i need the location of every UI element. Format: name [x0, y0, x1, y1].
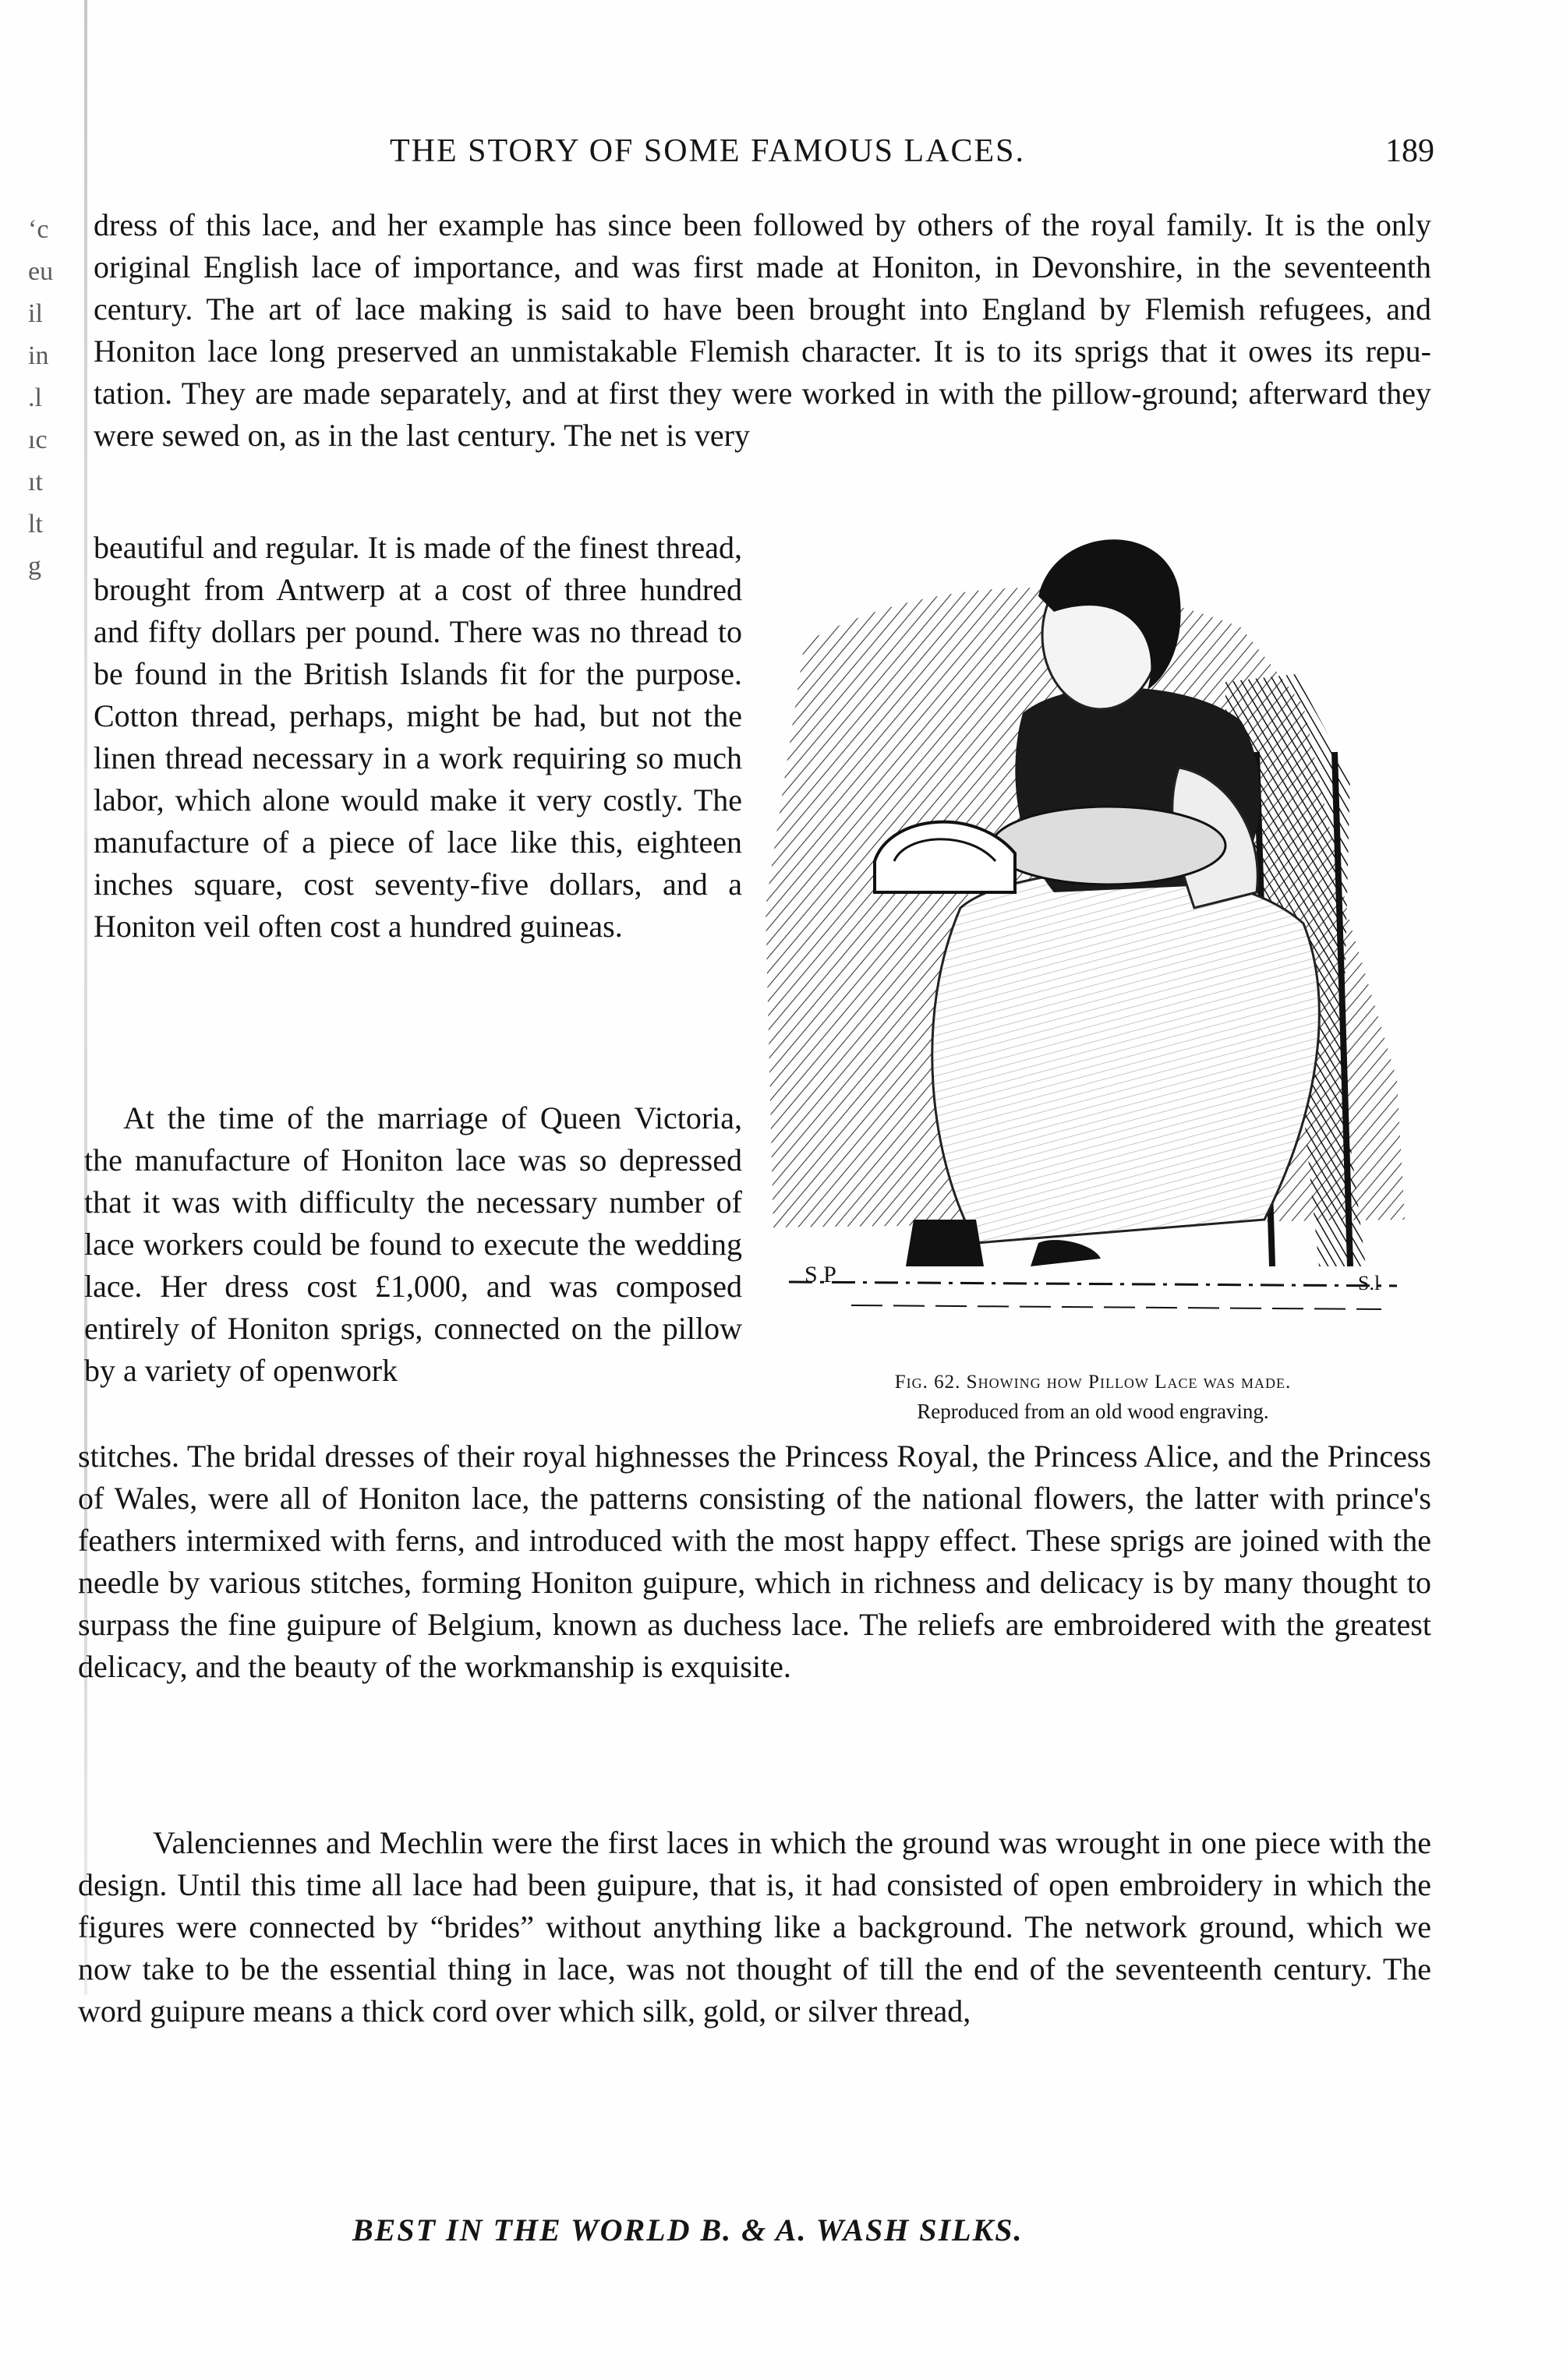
- advertisement-footer: BEST IN THE WORLD B. & A. WASH SILKS.: [352, 2212, 1024, 2248]
- caption-title: Fig. 62. Showing how Pillow Lace was made.: [894, 1372, 1292, 1393]
- margin-fragments: [28, 209, 83, 588]
- margin-fragment: .l: [28, 383, 42, 412]
- engraving-label-right: S.l: [1358, 1272, 1381, 1294]
- paragraph-2-column: At the time of the marriage of Queen Victoria, the manufacture of Honiton lace was so depressed that it was with difficulty the necessary number of lace workers could be found to execute the wedding lace. Her dress cost £1,000, and was composed entirely of Honiton sprigs, connected on the pillow by a variety of openwork: [84, 1100, 742, 1388]
- pillow-lace-engraving: [758, 518, 1436, 1368]
- foot-stool: [906, 1220, 984, 1266]
- shoe: [1031, 1240, 1101, 1266]
- page-number: 189: [1385, 133, 1434, 169]
- running-header: [390, 132, 1434, 179]
- margin-fragment: ʻc: [28, 215, 49, 244]
- figure-caption: [750, 1372, 1436, 1424]
- margin-fragment: in: [28, 341, 49, 370]
- paragraph-2-full-width: stitches. The bridal dresses of their royal highnesses the Princess Royal, the Princess Alice, and the Princess of Wales, were all of Honiton lace, the patterns consisting of the national flowers, the latter with prince's feathers intermixed with ferns, and introduced with the most happy effect. These sprigs are joined with the needle by various stitches, forming Honiton guipure, which in richness and delicacy is by many thought to surpass the fine guipure of Belgium, known as duchess lace. The reliefs are embroidered with the greatest delicacy, and the beauty of the workmanship is exquisite.: [78, 1439, 1431, 1684]
- page-gutter-edge: [84, 0, 87, 1995]
- paragraph-1-full-width: dress of this lace, and her example has since been followed by others of the royal family. It is the only original English lace of importance, and was first made at Honiton, in Devonshire, in the seventeenth century. The art of lace making is said to have been brought into England by Flemish refugees, and Honiton lace long preserved an unmistakable Flemish character. It is to its sprigs that it owes its reputation. They are made separately, and at first they were worked in with the pillow-ground; afterward they were sewed on, as in the last century. The net is very: [94, 207, 1431, 453]
- margin-fragment: ıt: [28, 468, 43, 496]
- paragraph-1-column: beautiful and regular. It is made of the finest thread, brought from Antwerp at a cost of three hundred and fifty dollars per pound. There was no thread to be found in the British Islands fit for the purpose. Cotton thread, perhaps, might be had, but not the linen thread necessary in a work requiring so much labor, which alone would make it very costly. The manufacture of a piece of lace like this, eighteen inches square, cost seventy-five dollars, and a Honiton veil often cost a hundred guineas.: [94, 530, 742, 944]
- margin-fragment: eu: [28, 257, 54, 286]
- caption-credit: Reproduced from an old wood engraving.: [917, 1400, 1269, 1423]
- paragraph-3: Valenciennes and Mechlin were the first laces in which the ground was wrought in one piece with the design. Until this time all lace had been guipure, that is, it had consisted of open embroidery in which the figures were connected by “brides” without anything like a background. The network ground, which we now take to be the essential thing in lace, was not thought of till the end of the seventeenth century. The word guipure means a thick cord over which silk, gold, or silver thread,: [78, 1825, 1431, 2029]
- running-title: THE STORY OF SOME FAMOUS LACES.: [390, 133, 1026, 169]
- margin-fragment: g: [28, 552, 41, 581]
- margin-fragment: ıc: [28, 426, 48, 454]
- engraving-label-left: S P: [804, 1262, 836, 1287]
- margin-fragment: lt: [28, 510, 43, 539]
- margin-fragment: il: [28, 299, 43, 328]
